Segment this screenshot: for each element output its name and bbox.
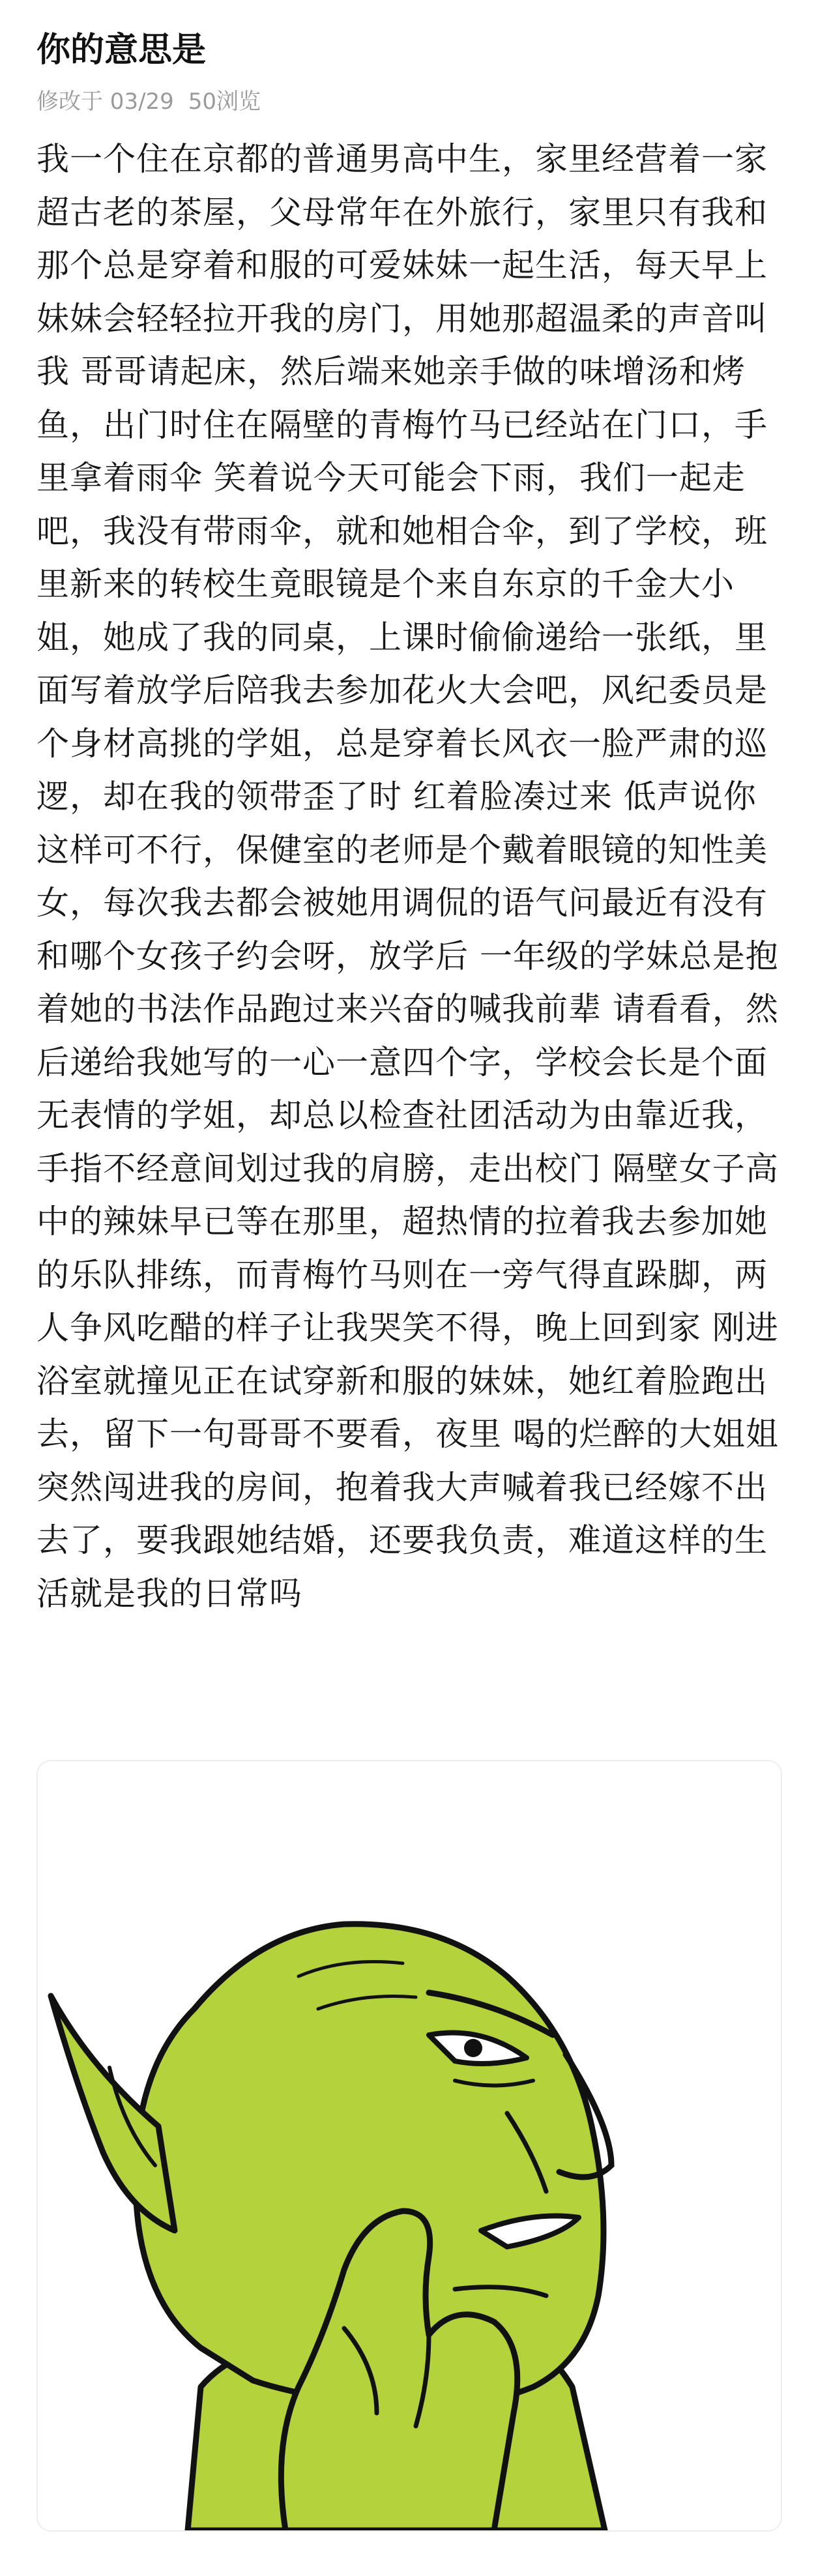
green-goblin-meme-icon — [38, 1761, 781, 2530]
post-title: 你的意思是 — [36, 31, 207, 70]
post-image[interactable] — [36, 1760, 782, 2532]
edited-timestamp: 修改于 03/29 — [36, 89, 174, 115]
view-count: 50浏览 — [188, 89, 261, 115]
post-meta — [36, 83, 261, 115]
post-body: 我一个住在京都的普通男高中生，家里经营着一家超古老的茶屋，父母常年在外旅行，家里只有我和那个总是穿着和服的可爱妹妹一起生活，每天早上妹妹会轻轻拉开我的房门，用她那超温柔的声音叫我 哥哥请起床，然后端来她亲手做的味增汤和烤鱼，出门时住在隔壁的青梅竹马已经站在门口，手里拿着雨伞 笑着说今天可能会下雨，我们一起走吧，我没有带雨伞，就和她相合伞，到了学校，班里新来的转校生竟眼镜是个来自东京的千金大小姐，她成了我的同桌，上课时偷偷递给一张纸，里面写着放学后陪我去参加花火大会吧，风纪委员是个身材高挑的学姐，总是穿着长风衣一脸严肃的巡逻，却在我的领带歪了时 红着脸凑过来 低声说你这样可不行，保健室的老师是个戴着眼镜的知性美女，每次我去都会被她用调侃的语气问最近有没有和哪个女孩子约会呀，放学后 一年级的学妹总是抱着她的书法作品跑过来兴奋的喊我前辈 请看看，然后递给我她写的一心一意四个字，学校会长是个面无表情的学姐，却总以检查社团活动为由靠近我，手指不经意间划过我的肩膀，走出校门 隔壁女子高中的辣妹早已等在那里，超热情的拉着我去参加她的乐队排练，而青梅竹马则在一旁气得直跺脚，两人争风吃醋的样子让我哭笑不得，晚上回到家 刚进浴室就撞见正在试穿新和服的妹妹，她红着脸跑出去，留下一句哥哥不要看，夜里 喝的烂醉的大姐姐突然闯进我的房间，抱着我大声喊着我已经嫁不出去了，要我跟她结婚，还要我负责，难道这样的生活就是我的日常吗 — [36, 140, 779, 1613]
